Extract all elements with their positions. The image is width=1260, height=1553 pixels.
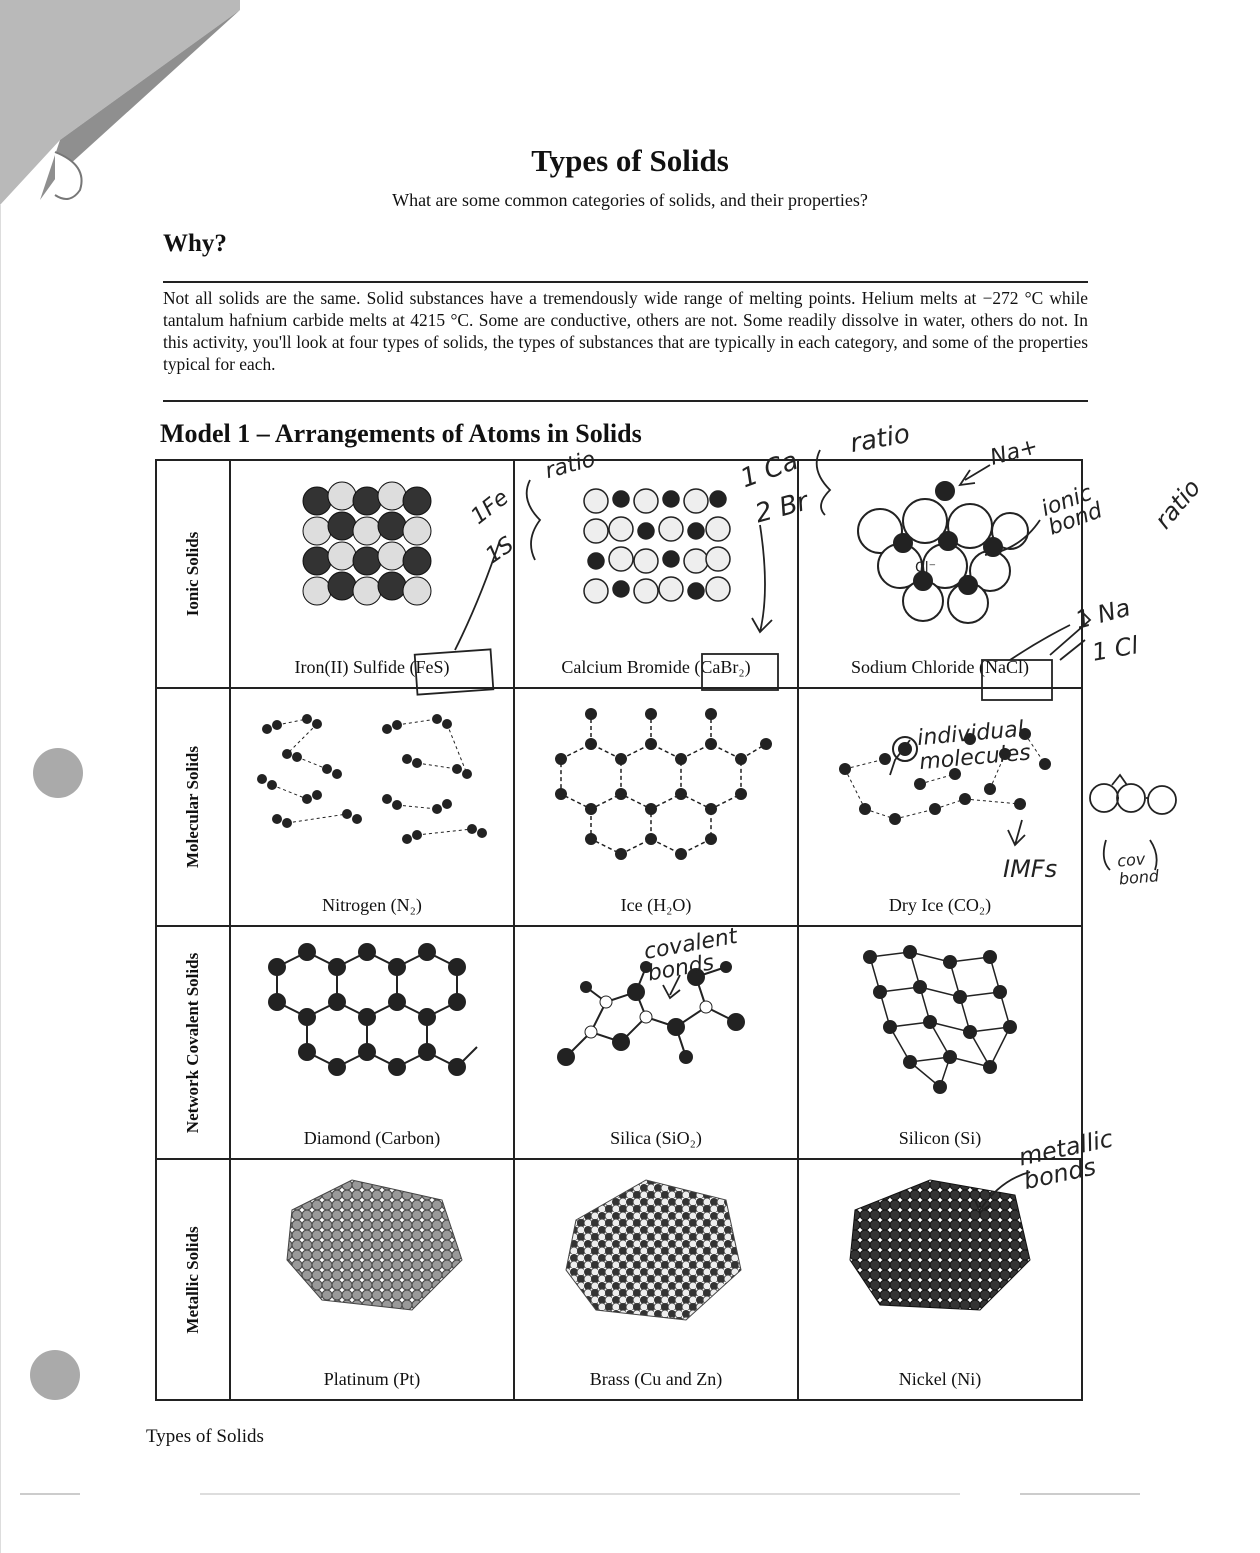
fes-lattice-image <box>287 471 457 621</box>
cell-fes <box>230 460 514 688</box>
row-network-covalent <box>156 926 1082 1159</box>
cell-diamond <box>230 926 514 1159</box>
caption-ni: Nickel (Ni) <box>898 1369 982 1389</box>
row-label-network-covalent <box>156 926 230 1159</box>
annot-individual-molecules: individual molecules <box>916 716 1032 776</box>
ice-lattice-image <box>531 699 781 874</box>
model-grid <box>155 459 1083 1401</box>
annot-fes-1fe: 1Fe <box>466 485 514 530</box>
nickel-lattice-image <box>840 1170 1040 1320</box>
caption-co2: Dry Ice (CO₂) <box>888 895 992 915</box>
row-label-ionic <box>156 460 230 688</box>
caption-h2o: Ice (H₂O) <box>620 895 692 915</box>
annot-cabr-2br: 2 Br <box>752 486 812 530</box>
annot-na-plus: Na+ <box>987 434 1041 471</box>
annot-nacl-1cl: 1 Cl <box>1089 631 1141 667</box>
caption-brass: Brass (Cu and Zn) <box>589 1369 723 1389</box>
row-label-text: Molecular Solids <box>183 746 202 868</box>
cell-si <box>798 926 1082 1159</box>
caption-diamond: Diamond (Carbon) <box>303 1128 441 1148</box>
caption-fes: Iron(II) Sulfide (FeS) <box>294 657 450 677</box>
scan-line <box>1020 1493 1140 1495</box>
annot-imfs: IMFs <box>1003 855 1058 883</box>
row-label-text: Metallic Solids <box>183 1225 202 1334</box>
caption-pt: Platinum (Pt) <box>323 1369 421 1389</box>
cell-cabr2 <box>514 460 798 688</box>
annot-fes-1s: 1S <box>481 532 519 569</box>
caption-si: Silicon (Si) <box>898 1128 982 1148</box>
row-label-metallic <box>156 1159 230 1400</box>
annot-cov-bond: cov bond <box>1116 849 1160 889</box>
annot-cl-minus: Cl⁻ <box>915 560 937 576</box>
cabr2-lattice-image <box>566 471 746 621</box>
why-rule-top <box>163 281 1088 283</box>
scan-line <box>20 1493 80 1495</box>
annot-cabr-1ca: 1 Ca <box>736 445 803 495</box>
diamond-lattice-image <box>257 937 487 1077</box>
caption-cabr2: Calcium Bromide (CaBr₂) <box>561 657 751 677</box>
binder-hole-bottom <box>30 1350 80 1400</box>
row-label-molecular <box>156 688 230 926</box>
cell-brass <box>514 1159 798 1400</box>
page-title: Types of Solids <box>531 143 729 178</box>
caption-sio2: Silica (SiO₂) <box>610 1128 702 1148</box>
cell-n2 <box>230 688 514 926</box>
why-paragraph: Not all solids are the same. Solid substances have a tremendously wide range of melting points. Helium melts at −272 °C while tantalum hafnium carbide melts at 4215 °C. Some are conductive, others are not. Some readily dissolve in water, others do not. In this activity, you'll look at four types of solids, the types of substances that are typically in each category, and some of the properties typical for each. <box>163 288 1088 374</box>
annot-cabr-ratio: ratio <box>847 419 913 459</box>
cell-pt <box>230 1159 514 1400</box>
annot-covalent-bonds: covalent bonds <box>642 923 740 987</box>
annot-nacl-1na: 1 Na <box>1072 593 1134 635</box>
cell-ni <box>798 1159 1082 1400</box>
page-subtitle: What are some common categories of solids, and their properties? <box>392 190 868 210</box>
caption-nacl: Sodium Chloride (NaCl) <box>851 657 1029 677</box>
brass-lattice-image <box>556 1170 756 1330</box>
annot-fes-ratio: ratio <box>542 446 599 485</box>
why-rule-bottom <box>163 400 1088 402</box>
caption-n2: Nitrogen (N₂) <box>322 895 422 915</box>
cell-nacl <box>798 460 1082 688</box>
model-heading: Model 1 – Arrangements of Atoms in Solids <box>160 419 642 448</box>
annot-ionic-bond: ionic bond <box>1038 480 1106 541</box>
annot-ratio-right: ratio <box>1149 473 1207 535</box>
scan-line <box>200 1493 960 1495</box>
row-label-text: Ionic Solids <box>183 531 202 617</box>
n2-molecules-image <box>247 699 497 859</box>
row-ionic <box>156 460 1082 688</box>
binder-hole-top <box>33 748 83 798</box>
row-label-text: Network Covalent Solids <box>183 952 202 1133</box>
cell-h2o <box>514 688 798 926</box>
silicon-lattice-image <box>850 937 1030 1102</box>
nacl-lattice-image <box>845 471 1035 621</box>
annot-metallic-bonds: metallic bonds <box>1016 1124 1116 1196</box>
footer-text: Types of Solids <box>146 1426 264 1447</box>
why-heading: Why? <box>163 230 227 257</box>
row-metallic <box>156 1159 1082 1400</box>
platinum-lattice-image <box>272 1170 472 1320</box>
